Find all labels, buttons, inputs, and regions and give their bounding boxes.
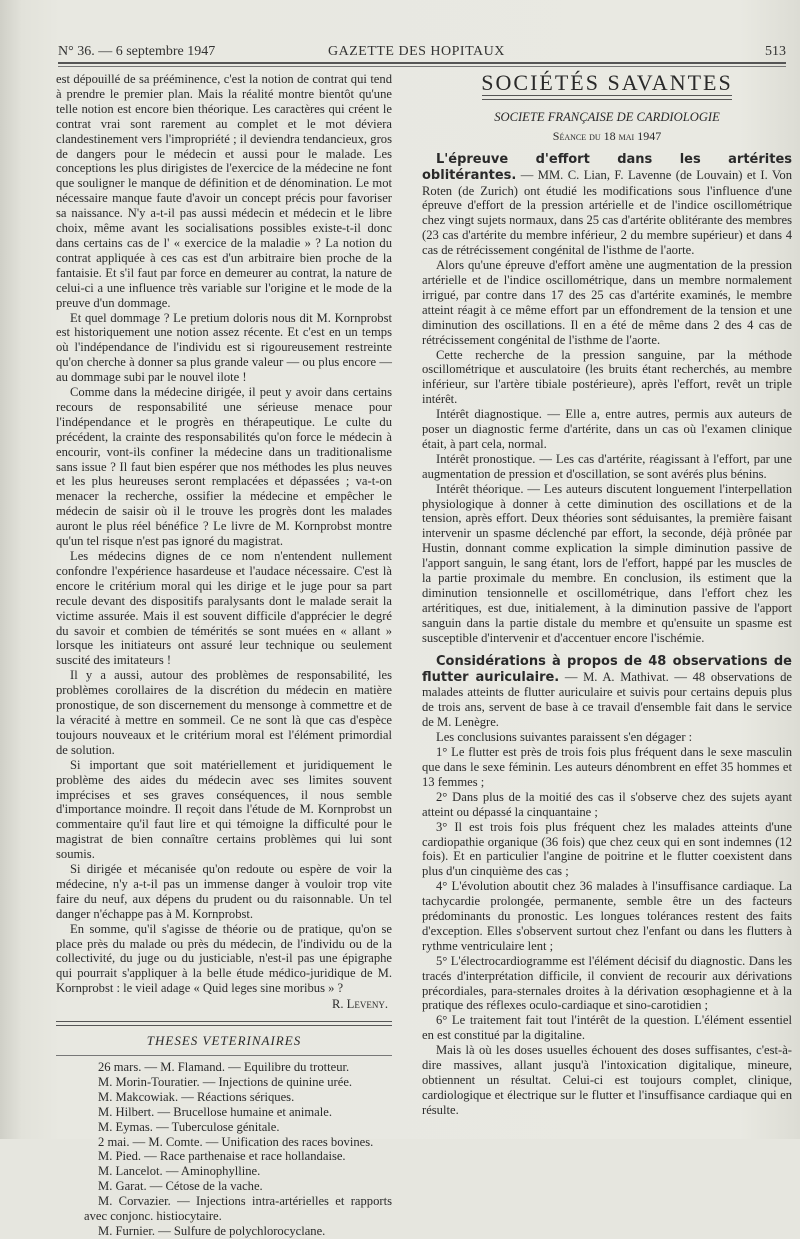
paragraph: En somme, qu'il s'agisse de théorie ou de pratique, qu'on se place près du malade ou près du médecin, de l'individu ou de la collectivité, du juge ou du justiciable, n'est-il pas une épigraphe qui pourrait s'appliquer à la belle étude médico-juridique de M. Kornprobst : le vieil adage « Quid leges sine moribus » ? bbox=[56, 921, 392, 996]
list-item: M. Furnier. — Sulfure de polychlorocyclane. bbox=[98, 1223, 326, 1238]
vet-theses-title: THESES VETERINAIRES bbox=[146, 1033, 302, 1049]
page-number: 513 bbox=[765, 44, 786, 59]
article-intro: — MM. C. Lian, F. Lavenne (de Louvain) et I. Von Roten (de Zurich) ont étudié les modifications sous l'influence d'une épreuve d'effort de la pression artérielle et de l'indice oscillométrique chez vingt sujets normaux, dans 25 cas d'artérite oblitérante des membres (23 cas d'artérite du membre inférieur, 2 du membre supérieur) et dans 4 cas de rétrécissement congénital de l'isthme de l'aorte. bbox=[422, 167, 792, 258]
article-lead bbox=[422, 152, 792, 258]
paragraph: 2° Dans plus de la moitié des cas il s'observe chez des sujets ayant atteint ou dépassé la cinquantaine ; bbox=[422, 789, 792, 819]
paragraph: Intérêt théorique. — Les auteurs discutent longuement l'interpellation physiologique à donner à cette diminution des oscillations et de la tension, après effort. Deux théories sont séduisantes, la première faisant intervenir un spasme déclenché par effort, la seconde, déjà prônée par Hustin, donnant comme explication la simple diminution passive de l'apport sanguin, le sang étant, lors de l'effort, happé par les muscles de la partie proximale du membre. En conclusion, ils estiment que la diminution tensionnelle et oscillométrique, dans l'effort chez les artéritiques, est due, initialement, à la diminution passive de l'apport sanguin dans la partie distale du membre et qu'ensuite un spasme est susceptible d'intervenir et d'accentuer encore l'ischémie. bbox=[422, 481, 792, 645]
section-title-rule bbox=[482, 95, 732, 100]
list-item: M. Morin-Touratier. — Injections de quinine urée. bbox=[98, 1074, 353, 1089]
list-item: M. Makcowiak. — Réactions sériques. bbox=[98, 1089, 295, 1104]
list-item: M. Corvazier. — Injections intra-artérielles et rapports avec conjonc. histiocytaire. bbox=[84, 1194, 392, 1224]
list-item: M. Eymas. — Tuberculose génitale. bbox=[98, 1119, 280, 1134]
session-date: Séance du 18 mai 1947 bbox=[552, 128, 662, 143]
header-rule-thin bbox=[58, 66, 786, 67]
paragraph: Il y a aussi, autour des problèmes de responsabilité, les problèmes corollaires de la discrétion du médecin en matière pronostique, de son discernement du mensonge à commettre et de la véracité à mettre en sommeil. Ce ne sont là que cas d'espèce toujours nouveaux et le critérium moral est l'élément primordial de solution. bbox=[56, 668, 392, 757]
section-rule bbox=[56, 1055, 392, 1056]
header-rule bbox=[58, 62, 786, 64]
section-divider bbox=[56, 1021, 392, 1026]
journal-title: GAZETTE DES HOPITAUX bbox=[328, 44, 505, 59]
paragraph: Mais là où les doses usuelles échouent des doses suffisantes, c'est-à-dire massives, allant jusqu'à l'intoxication digitalique, mineure, obtiennent un résultat. Celui-ci est toujours complet, clinique, cardiologique et électrique sur le flutter et l'insuffisance cardiaque qui en résulte. bbox=[422, 1043, 792, 1117]
paragraph: 1° Le flutter est près de trois fois plus fréquent dans le sexe masculin que dans le sexe féminin. Les auteurs dénombrent en effet 35 hommes et 13 femmes ; bbox=[422, 745, 792, 789]
list-item: 26 mars. — M. Flamand. — Equilibre du trotteur. bbox=[98, 1060, 350, 1074]
article-intro: — M. A. Mathivat. — 48 observations de malades atteints de flutter auriculaire et suivis pour certains depuis plus de trois ans, servent de base à ce travail d'ensemble fait dans le service de M. Lenègre. bbox=[422, 669, 792, 730]
paragraph: 6° Le traitement fait tout l'intérêt de la question. L'élément essentiel en est constitué par la digitaline. bbox=[422, 1013, 792, 1043]
paragraph: Intérêt pronostique. — Les cas d'artérite, réagissant à l'effort, par une augmentation de pression et d'oscillation, se sont avérés plus bénins. bbox=[422, 451, 792, 481]
page-header bbox=[58, 44, 786, 62]
paragraph: Cette recherche de la pression sanguine, par la méthode oscillométrique et ausculatoire (les bruits étant recherchés, au membre inférieur, sur l'artère tibiale postérieure), après l'effort, revêt un triple intérêt. bbox=[422, 347, 792, 407]
paragraph: Alors qu'une épreuve d'effort amène une augmentation de la pression artérielle et de l'indice oscillométrique, dans un membre normalement irrigué, par contre dans 17 des 25 cas d'artérite examinés, le membre atteint réagit à ce même effort par un effondrement de la tension et une diminution des oscillations. Il en a été de même dans 2 des 4 cas de rétrécissement congénital de l'isthme de l'aorte. bbox=[422, 258, 792, 347]
paragraph: Comme dans la médecine dirigée, il peut y avoir dans certains recours de responsabilité une sérieuse menace pour l'indépendance et le progrès en thérapeutique. Le culte du précédent, la crainte des responsabilités qu'on force le médecin à encourir, vont-ils confiner la médecine dans un traditionalisme sans issue ? Il faut bien espérer que nos méthodes les plus neuves et les plus heureuses seront remplacées et dépassées ; va-t-on menacer la recherche, ossifier la médecine et empêcher le médecin de saisir où il le trouve les progrès dont les malades auront le plus réel bénéfice ? Le livre de M. Kornprobst montre qu'un tel risque n'est pas ignoré du magistrat. bbox=[56, 385, 392, 549]
article-lead bbox=[422, 654, 792, 731]
paragraph: Intérêt diagnostique. — Elle a, entre autres, permis aux auteurs de poser un diagnostic ferme d'artérite, dans un cas où l'examen clinique était, à part cela, normal. bbox=[422, 407, 792, 451]
paragraph: 3° Il est trois fois plus fréquent chez les malades atteints d'une cardiopathie organique (36 fois) que chez ceux qui en sont indemnes (12 fois). Et en particulier l'angine de poitrine et le flutter coexistent dans plus d'un cinquième des cas ; bbox=[422, 819, 792, 879]
paragraph: est dépouillé de sa prééminence, c'est la notion de contrat qui tend à prendre le premier plan. Mais la réalité montre bientôt qu'une telle notion est encore bien théorique. Les caractères qui créent le contrat vrai sont rarement au complet et le mot déviera clandestinement vers l'impropriété ; il deviendra tendancieux, gros de dangers pour le médecin et aussi pour le malade. Les conceptions les plus dirigistes de l'exercice de la médecine ne font que souligner le manque de définition et de dénomination. Le mot nécessaire manque faute d'avoir un concept précis pour favoriser sa naissance. N'y a-t-il pas aussi médecin et médecin et le libre choix, même avant les socialisations possibles existe-t-il donc dans certains cas de l' « exercice de la maladie » ? La notion du contrat appliquée à ces cas est d'un arbitraire bien proche de la fantaisie. Et s'il faut par force en demeurer au contrat, la nature de celui-ci a une influence très variable sur l'origine et le mode de la preuve d'un dommage. bbox=[56, 72, 392, 310]
paragraph: Si dirigée et mécanisée qu'on redoute ou espère de voir la médecine, n'y a-t-il pas un immense danger à vouloir trop vite faire du neuf, aux dépens du prudent ou du raisonnable. Un tel danger n'échappe pas à M. Kornprobst. bbox=[56, 862, 392, 921]
section-title: SOCIÉTÉS SAVANTES bbox=[481, 70, 733, 95]
issue-date: N° 36. — 6 septembre 1947 bbox=[58, 44, 216, 59]
spacer bbox=[422, 646, 792, 654]
vet-theses-list bbox=[56, 1060, 392, 1239]
left-column bbox=[56, 72, 392, 1239]
right-column bbox=[422, 72, 792, 1118]
list-item: M. Garat. — Cétose de la vache. bbox=[98, 1179, 263, 1194]
list-item: M. Pied. — Race parthenaise et race hollandaise. bbox=[98, 1149, 346, 1164]
paragraph: Si important que soit matériellement et juridiquement le problème des aides du médecin avec ses limites souvent imprécises et ses graves conséquences, il nous semble d'importance moindre. Il reçoit dans l'étude de M. Kornprobst un commentaire qu'il faut lire et qui témoigne la difficulté pour le magistrat de bien connaître certains problèmes qui lui sont soumis. bbox=[56, 757, 392, 862]
society-name: SOCIETE FRANÇAISE DE CARDIOLOGIE bbox=[494, 109, 720, 124]
paragraph: 4° L'évolution aboutit chez 36 malades à l'insuffisance cardiaque. La tachycardie prolongée, permanente, semble être un des facteurs prédominants du pronostic. Les longues tolérances restent des faits d'exception. Elles s'observent surtout chez l'enfant ou dans les flutters à rythme ventriculaire lent ; bbox=[422, 879, 792, 953]
paragraph: Et quel dommage ? Le pretium doloris nous dit M. Kornprobst est historiquement une notion assez récente. Et c'est en un temps où l'indépendance de l'individu est si rigoureusement restreinte qu'on cherche à donner sa plus grande valeur — ou plus encore — au dommage subi par le nouvel ilote ! bbox=[56, 310, 392, 385]
article-signature: R. Leveny. bbox=[331, 997, 388, 1012]
paragraph: Les médecins dignes de ce nom n'entendent nullement confondre l'expérience hasardeuse et l'audace nécessaire. C'est là encore le critérium moral qui les dirige et le juge pour sa part recule devant des dispositifs paralysants dont le malade serait la victime assurée. Mais il est souvent difficile d'apprécier le degré du savoir et combien de témérités se sont muées en « allant » lorsque les initiateurs ont assuré leur technique ou seulement suscité des imitateurs ! bbox=[56, 549, 392, 668]
list-item: M. Lancelot. — Aminophylline. bbox=[98, 1164, 261, 1179]
paragraph: Les conclusions suivantes paraissent s'en dégager : bbox=[436, 730, 693, 745]
paragraph: 5° L'électrocardiogramme est l'élément décisif du diagnostic. Dans les tracés d'interprétation difficile, il convient de recourir aux dérivations précordiales, para-sternales droites à la dérivation œsophagienne et à la pratique des réflexes oculo-cardiaque et sino-carotidien ; bbox=[422, 953, 792, 1013]
list-item: 2 mai. — M. Comte. — Unification des races bovines. bbox=[98, 1134, 374, 1149]
list-item: M. Hilbert. — Brucellose humaine et animale. bbox=[98, 1104, 332, 1119]
article-heading: L'épreuve d'effort dans les artérites oblitérantes. bbox=[422, 151, 792, 183]
article-heading: Considérations à propos de 48 observations de flutter auriculaire. bbox=[422, 653, 792, 685]
